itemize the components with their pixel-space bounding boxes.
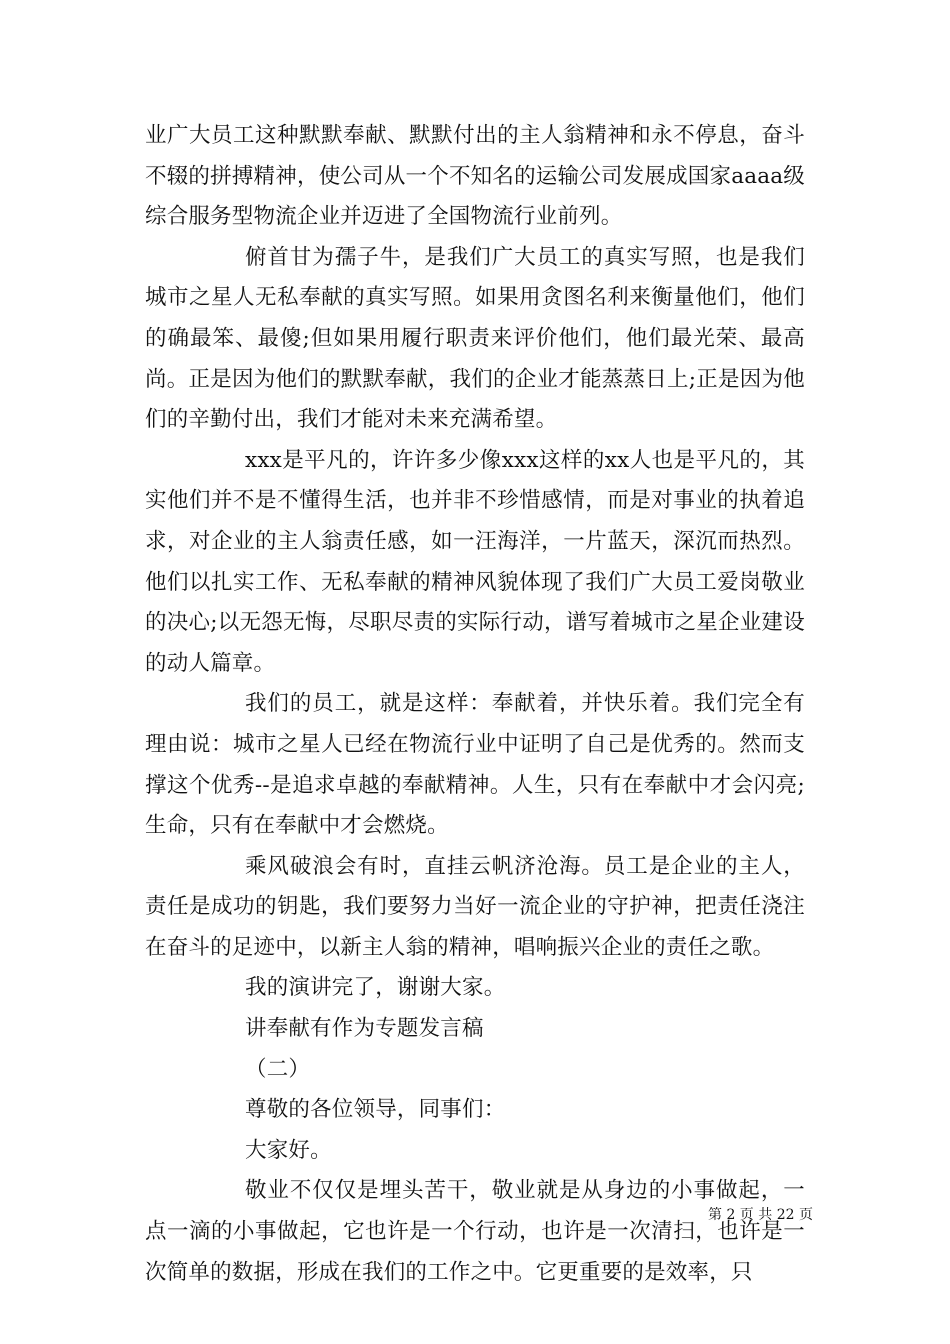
paragraph: 俯首甘为孺子牛，是我们广大员工的真实写照，也是我们城市之星人无私奉献的真实写照。如果用贪图名利来衡量他们，他们的确最笨、最傻;但如果用履行职责来评价他们，他们最光荣、最高尚。正是因为他们的默默奉献，我们的企业才能蒸蒸日上;正是因为他们的辛勤付出，我们才能对未来充满希望。 — [145, 244, 805, 433]
greeting: 大家好。 — [245, 1137, 332, 1163]
paragraph: xxx是平凡的，许许多少像xxx这样的xx人也是平凡的，其实他们并不是不懂得生活，也并非不珍惜感情，而是对事业的执着追求，对企业的主人翁责任感，如一汪海洋，一片蓝天，深沉而热烈。他们以扎实工作、无私奉献的精神风貌体现了我们广大员工爱岗敬业的决心;以无怨无悔，尽职尽责的实际行动，谱写着城市之星企业建设的动人篇章。 — [145, 447, 805, 676]
paragraph: 敬业不仅仅是埋头苦干，敬业就是从身边的小事做起，一点一滴的小事做起，它也许是一个行动，也许是一次清扫，也许是一次简单的数据，形成在我们的工作之中。它更重要的是效率，只 — [145, 1178, 805, 1285]
paragraph: 我们的员工，就是这样：奉献着，并快乐着。我们完全有理由说：城市之星人已经在物流行业中证明了自己是优秀的。然而支撑这个优秀--是追求卓越的奉献精神。人生，只有在奉献中才会闪亮;生命，只有在奉献中才会燃烧。 — [145, 691, 805, 839]
document-body — [145, 116, 805, 1293]
page-number-footer: 第 2 页 共 22 页 — [708, 1207, 813, 1223]
closing-line: 我的演讲完了，谢谢大家。 — [245, 975, 506, 1001]
salutation: 尊敬的各位领导，同事们： — [245, 1097, 506, 1123]
section-number: （二） — [245, 1056, 311, 1082]
paragraph-continued: 业广大员工这种默默奉献、默默付出的主人翁精神和永不停息，奋斗不辍的拼搏精神，使公司从一个不知名的运输公司发展成国家aaaa级综合服务型物流企业并迈进了全国物流行业前列。 — [145, 123, 805, 230]
section-title: 讲奉献有作为专题发言稿 — [245, 1016, 484, 1042]
paragraph: 乘风破浪会有时，直挂云帆济沧海。员工是企业的主人，责任是成功的钥匙，我们要努力当好一流企业的守护神，把责任浇注在奋斗的足迹中，以新主人翁的精神，唱响振兴企业的责任之歌。 — [145, 853, 805, 960]
